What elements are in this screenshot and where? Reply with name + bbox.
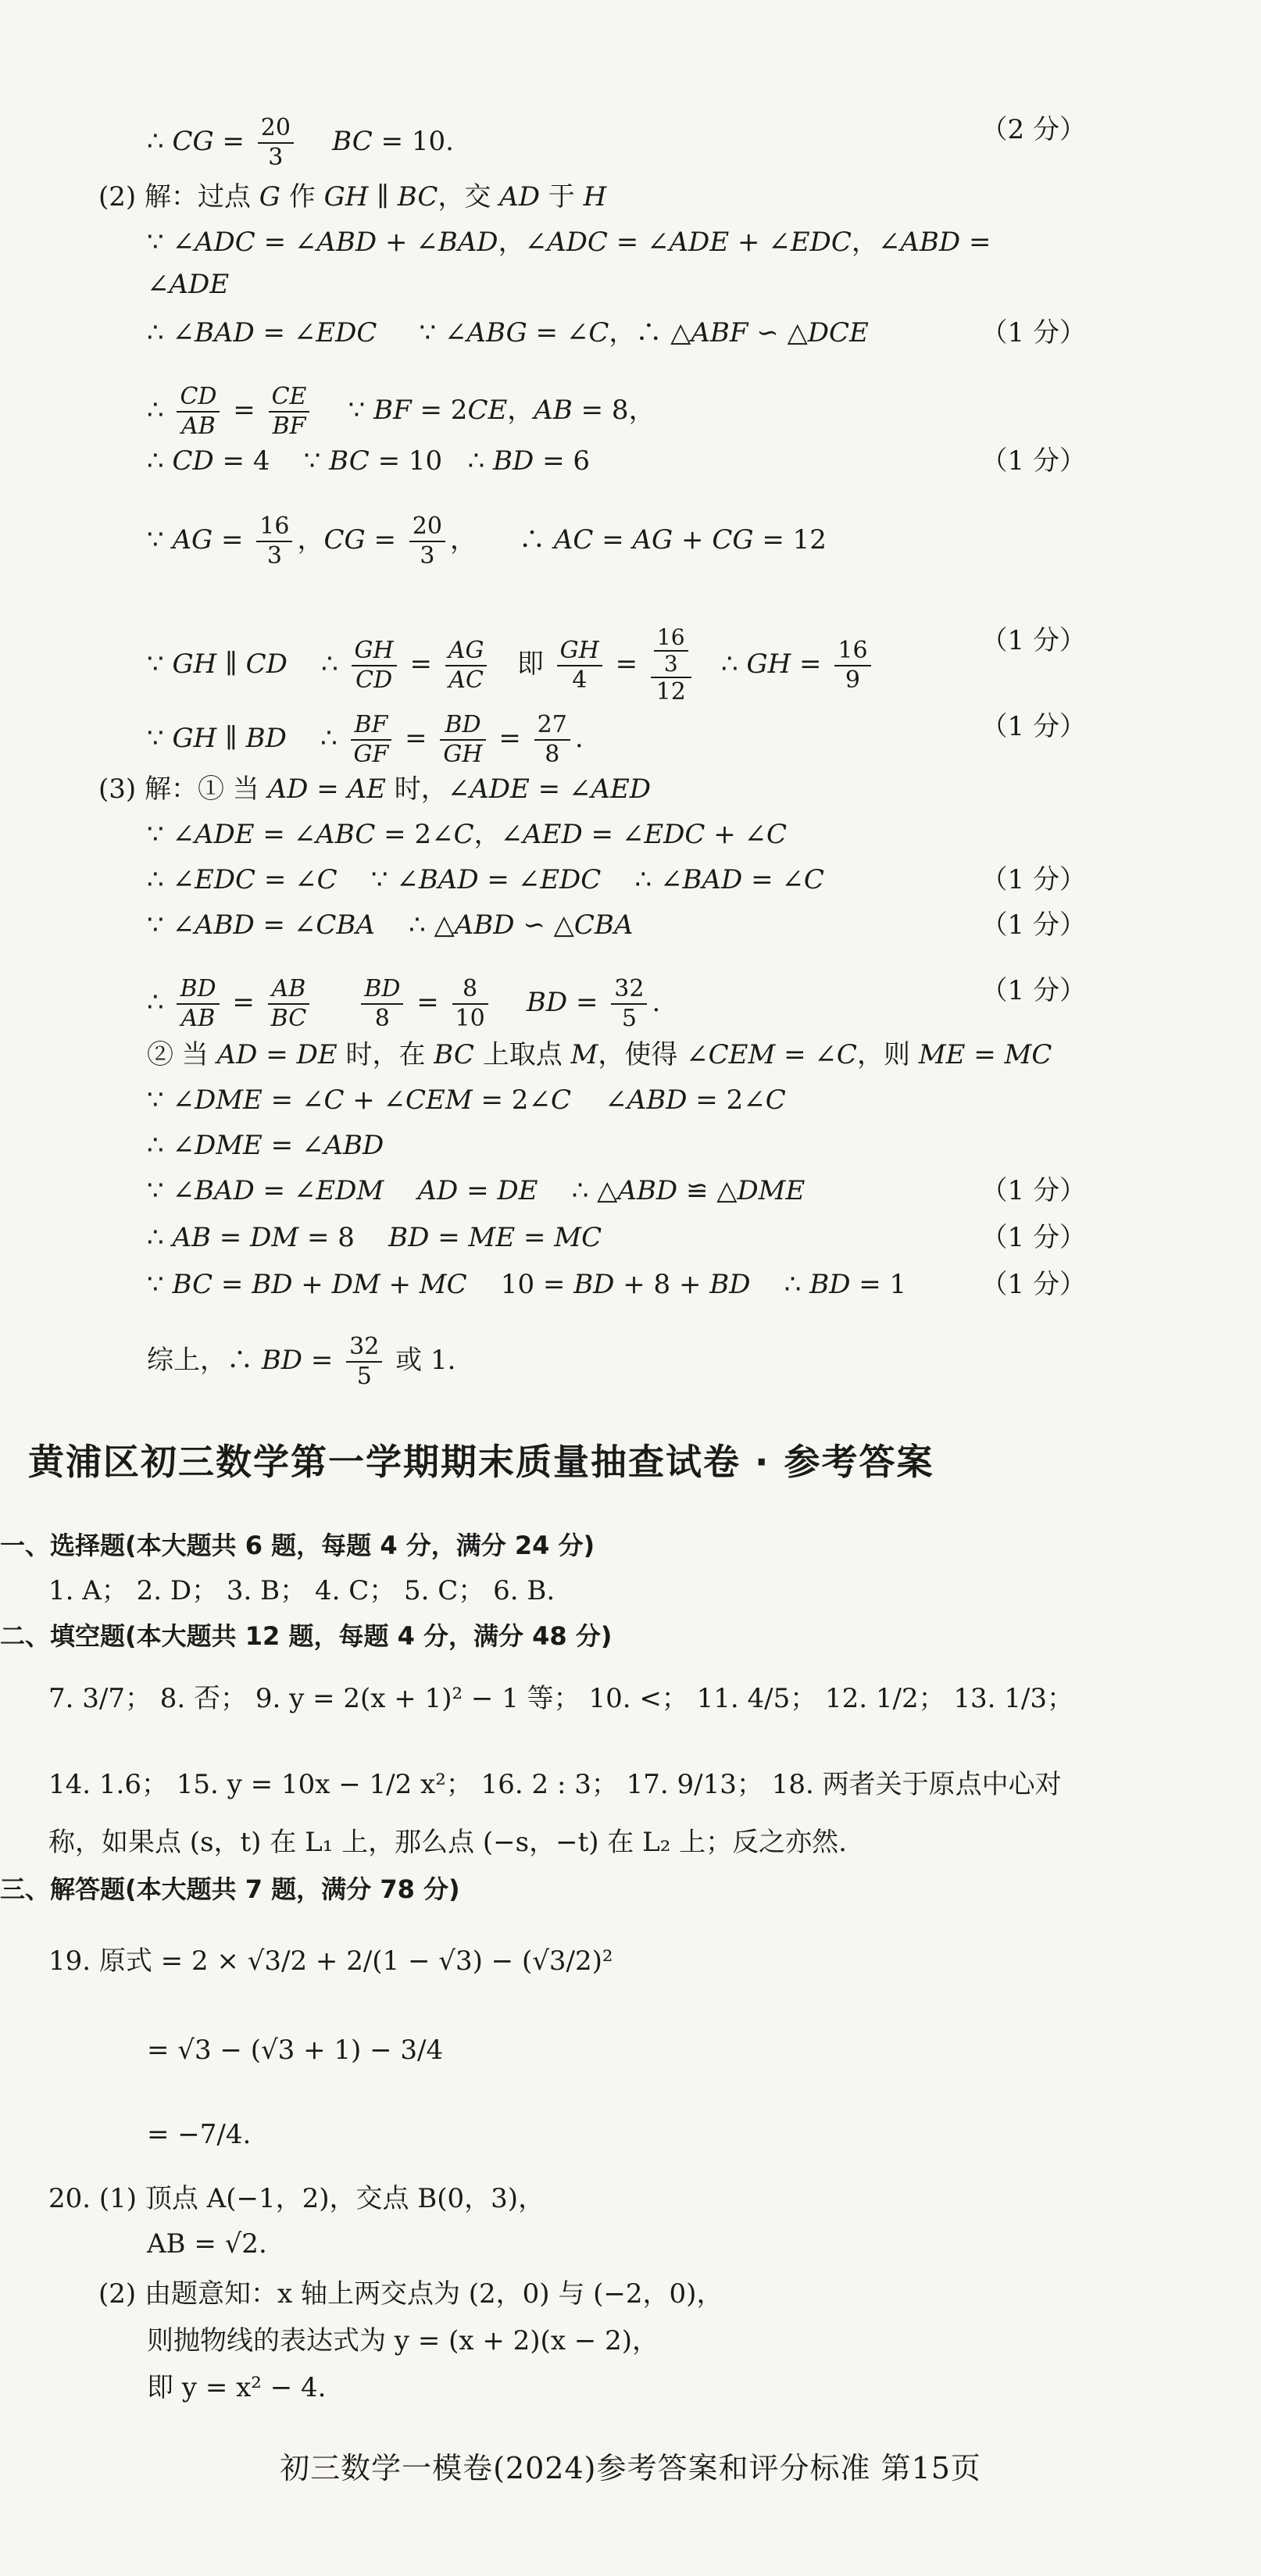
score-label: （1 分） [981,975,1086,1006]
score-label: （2 分） [981,114,1086,145]
score-label: （1 分） [981,317,1086,348]
score-label: （1 分） [981,711,1086,742]
score-label: （1 分） [981,625,1086,656]
score-label: （1 分） [981,1175,1086,1206]
score-label: （1 分） [981,1269,1086,1300]
score-label: （1 分） [981,445,1086,477]
page-footer: 初三数学一模卷(2024)参考答案和评分标准 第15页 [280,2451,981,2485]
score-label: （1 分） [981,1222,1086,1253]
score-label: （1 分） [981,864,1086,895]
section-title: 黄浦区初三数学第一学期期末质量抽查试卷 · 参考答案 [28,1441,934,1483]
answer-page: ∴ CG = $\frac{20}{3}$ BC = 10. （2 分） (2) 解：过点 G 作 GH ∥ BC，交 AD 于 H ∵ ∠ADC = ∠ABD + ∠BAD，∠ADC = ∠ADE + ∠EDC，∠ABD = ∠ADE ∴ ∠BAD = ∠EDC ∵ ∠ABG = ∠C，∴ △ABF ∽ △DCE （1 分） ∴ $\frac{CD}{AB}$ = $\frac{CE}{BF}$ ∵ BF = 2CE，AB = 8， ∴ CD = 4 ∵ BC = 10 ∴ BD = 6 （1 分） ∵ AG = $\frac{16}{3}$ ，CG = $\frac{20}{3}$ ， ∴ AC = AG + CG = 12 ∵ GH ∥ CD ∴ $\frac{GH}{CD}$ = $\frac{AG}{AC}$ 即 $\frac{GH}{4}$ = $\frac{\frac{16}{3}}{12}$ ∴ GH = $\frac{16}{9}$ （1 分） ∵ GH ∥ BD ∴ $\frac{BF}{GF}$ = $\frac{BD}{GH}$ = $\frac{27}{8}$ . （1 分） (3) 解：① 当 AD = AE 时，∠ADE = ∠AED ∵ ∠ADE = ∠ABC = 2∠C，∠AED = ∠EDC + ∠C ∴ ∠EDC = ∠C ∵ ∠BAD = ∠EDC ∴ ∠BAD = ∠C （1 分） ∵ ∠ABD = ∠CBA ∴ △ABD ∽ △CBA （1 分） ∴ $\frac{BD}{AB}$ = $\frac{AB}{BC}$ $\frac{BD}{8}$ = $\frac{8}{10}$ BD = $\frac{32}{5}$ . （1 分） ② 当 AD = DE 时，在 BC 上取点 M，使得 ∠CEM = ∠C，则 ME = MC ∵ ∠DME = ∠C + ∠CEM = 2∠C ∠ABD = 2∠C ∴ ∠DME = ∠ABD ∵ ∠BAD = ∠EDM AD = DE ∴ △ABD ≌ △DME （1 分） ∴ AB = DM = 8 BD = ME = MC （1 分） ∵ BC = BD + DM + MC 10 = BD + 8 + BD ∴ BD = 1 （1 分） 综上，∴ BD = $\frac{32}{5}$ 或 1. 黄浦区初三数学第一学期期末质量抽查试卷 · 参考答案 一、选择题(本大题共 6 题，每题 4 分，满分 24 分) 1. A； 2. D； 3. B； 4. C； 5. C； 6. B. 二、填空题(本大题共 12 题，每题 4 分，满分 48 分) 7. 3/7； 8. 否； 9. y = 2(x + 1)² − 1 等； 10. <； 11. 4/5； 12. 1/2； 13. 1/3； 14. 1.6； 15. y = 10x − 1/2 x²； 16. 2 : 3； 17. 9/13； 18. 两者关于原点中心对 称，如果点 (s，t) 在 L₁ 上，那么点 (−s，−t) 在 L₂ 上；反之亦然. 三、解答题(本大题共 7 题，满分 78 分) 19. 原式 = 2 × √3/2 + 2/(1 − √3) − (√3/2)² = √3 − (√3 + 1) − 3/4 = −7/4. 20. (1) 顶点 A(−1，2)，交点 B(0，3)， AB = √2. (2) 由题意知：x 轴上两交点为 (2，0) 与 (−2，0)， 则抛物线的表达式为 y = (x + 2)(x − 2)， 即 y = x² − 4. 初三数学一模卷(2024)参考答案和评分标准 第15页 [0,0,1261,2576]
score-label: （1 分） [981,909,1086,941]
